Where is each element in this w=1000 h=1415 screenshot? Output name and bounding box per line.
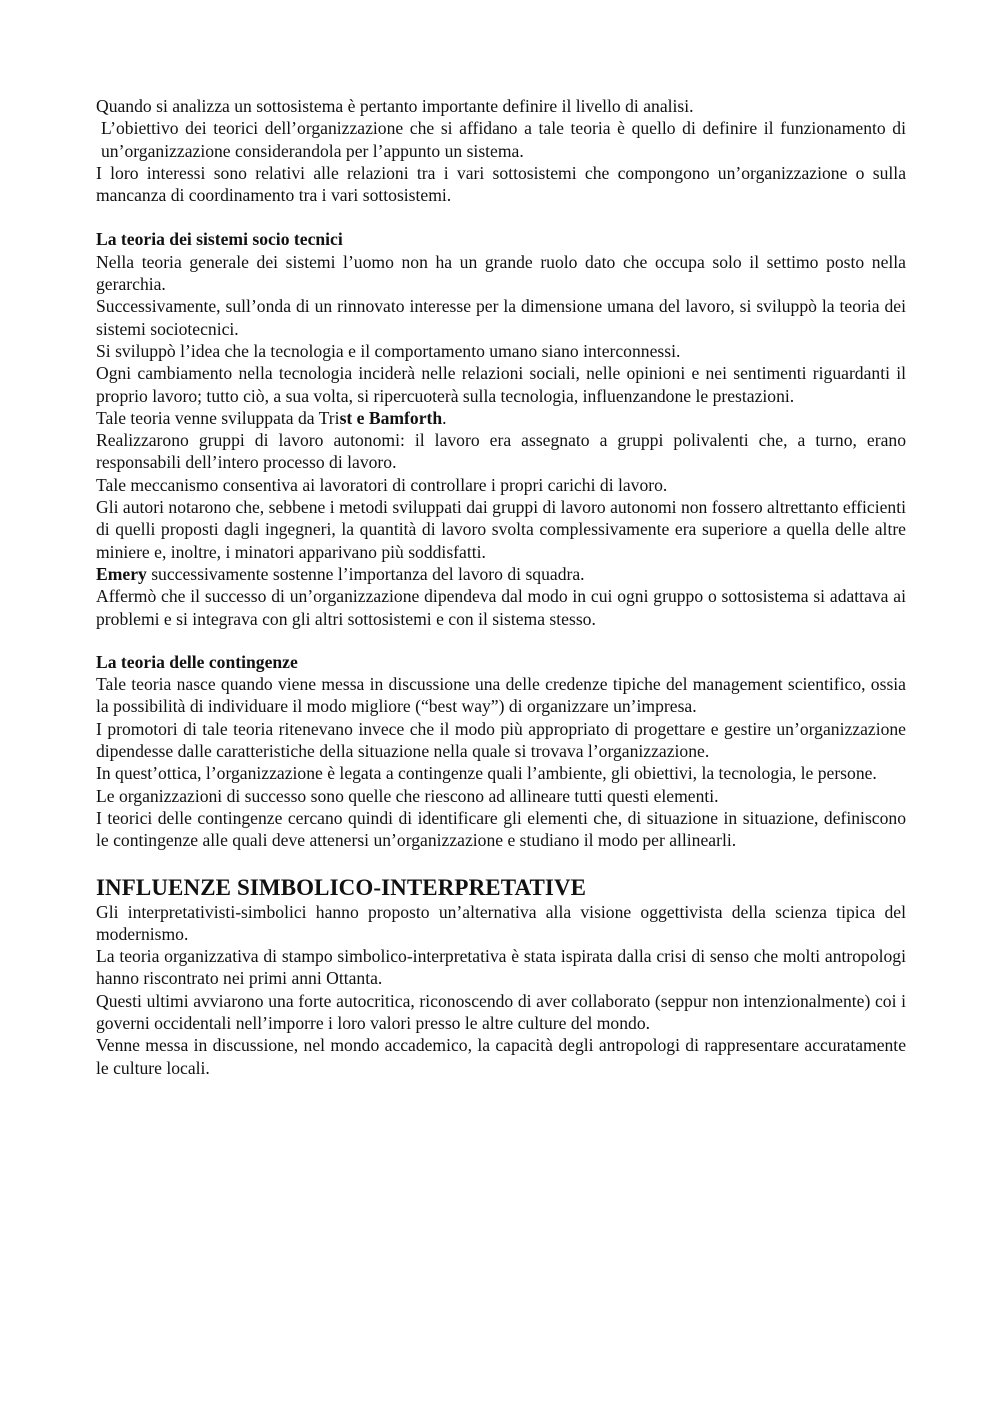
paragraph-authors [96, 407, 906, 429]
section-heading: La teoria dei sistemi socio tecnici [96, 229, 343, 250]
author-name: Emery [96, 563, 147, 584]
spacer [96, 630, 906, 651]
text-run: successivamente sostenne l’importanza del lavoro di squadra. [146, 563, 585, 584]
paragraph-emery [96, 563, 906, 585]
paragraph: Successivamente, sull’onda di un rinnovato interesse per la dimensione umana del lavoro, si sviluppò la teoria dei sistemi sociotecnici. [96, 296, 906, 339]
paragraph: Tale meccanismo consentiva ai lavoratori di controllare i propri carichi di lavoro. [96, 474, 668, 495]
paragraph: Ogni cambiamento nella tecnologia inciderà nelle relazioni sociali, nelle opinioni e nei sentimenti riguardanti il proprio lavoro; tutto ciò, a sua volta, si ripercuoterà sulla tecnologia, influenzandone le prestazioni. [96, 363, 906, 406]
document-page [96, 95, 906, 1079]
paragraph: La teoria organizzativa di stampo simbolico-interpretativa è stata ispirata dalla crisi di senso che molti antropologi hanno riscontrato nei primi anni Ottanta. [96, 946, 906, 989]
text-run: . [442, 407, 447, 428]
paragraph: Gli autori notarono che, sebbene i metodi sviluppati dai gruppi di lavoro autonomi non fossero altrettanto efficienti di quelli proposti dagli ingegneri, la quantità di lavoro svolta complessivamente era superiore a quella delle altre miniere e, inoltre, i minatori apparivano più soddisfatti. [96, 497, 906, 562]
paragraph: L’obiettivo dei teorici dell’organizzazione che si affidano a tale teoria è quello di definire il funzionamento di un’organizzazione considerandola per l’appunto un sistema. [101, 118, 906, 161]
author-names: st e Bamforth [339, 407, 443, 428]
paragraph: Si sviluppò l’idea che la tecnologia e il comportamento umano siano interconnessi. [96, 340, 681, 361]
socio-tecnici-section [96, 228, 906, 629]
paragraph: In quest’ottica, l’organizzazione è legata a contingenze quali l’ambiente, gli obiettivi, la tecnologia, le persone. [96, 763, 877, 784]
paragraph: I promotori di tale teoria ritenevano invece che il modo più appropriato di progettare e gestire un’organizzazione dipendesse dalle caratteristiche della situazione nella quale si trovava l’organizzazione. [96, 718, 906, 762]
intro-section [96, 95, 906, 206]
spacer [96, 852, 906, 875]
paragraph: I loro interessi sono relativi alle relazioni tra i vari sottosistemi che compongono un’organizzazione o sulla mancanza di coordinamento tra i vari sottosistemi. [96, 162, 906, 206]
contingenze-section [96, 651, 906, 852]
paragraph: Affermò che il successo di un’organizzazione dipendeva dal modo in cui ogni gruppo o sottosistema si adattava ai problemi e si integrava con gli altri sottosistemi e con il sistema stesso. [96, 586, 906, 629]
paragraph: Venne messa in discussione, nel mondo accademico, la capacità degli antropologi di rappresentare accuratamente le culture locali. [96, 1035, 906, 1078]
paragraph: Quando si analizza un sottosistema è pertanto importante definire il livello di analisi. [96, 96, 694, 116]
paragraph: Tale teoria nasce quando viene messa in discussione una delle credenze tipiche del management scientifico, ossia la possibilità di individuare il modo migliore (“best way”) di organizzare un’impresa. [96, 674, 906, 717]
paragraph: Le organizzazioni di successo sono quelle che riescono ad allineare tutti questi elementi. [96, 785, 719, 806]
paragraph: I teorici delle contingenze cercano quindi di identificare gli elementi che, di situazione in situazione, definiscono le contingenze alle quali deve attenersi un’organizzazione e studiano il modo per allinearli. [96, 807, 906, 851]
section-heading: La teoria delle contingenze [96, 651, 298, 672]
paragraph: Gli interpretativisti-simbolici hanno proposto un’alternativa alla visione oggettivista della scienza tipica del modernismo. [96, 901, 906, 944]
paragraph: Nella teoria generale dei sistemi l’uomo non ha un grande ruolo dato che occupa solo il settimo posto nella gerarchia. [96, 251, 906, 295]
paragraph: Questi ultimi avviarono una forte autocritica, riconoscendo di aver collaborato (seppur non intenzionalmente) coi i governi occidentali nell’imporre i loro valori presso le altre culture del mondo. [96, 990, 906, 1033]
chapter-heading: INFLUENZE SIMBOLICO-INTERPRETATIVE [96, 874, 587, 900]
spacer [96, 206, 906, 228]
paragraph: Realizzarono gruppi di lavoro autonomi: il lavoro era assegnato a gruppi polivalenti che, a turno, erano responsabili dell’intero processo di lavoro. [96, 430, 906, 473]
simbolico-section [96, 875, 906, 1079]
text-run: Tale teoria venne sviluppata da Tri [96, 407, 340, 428]
